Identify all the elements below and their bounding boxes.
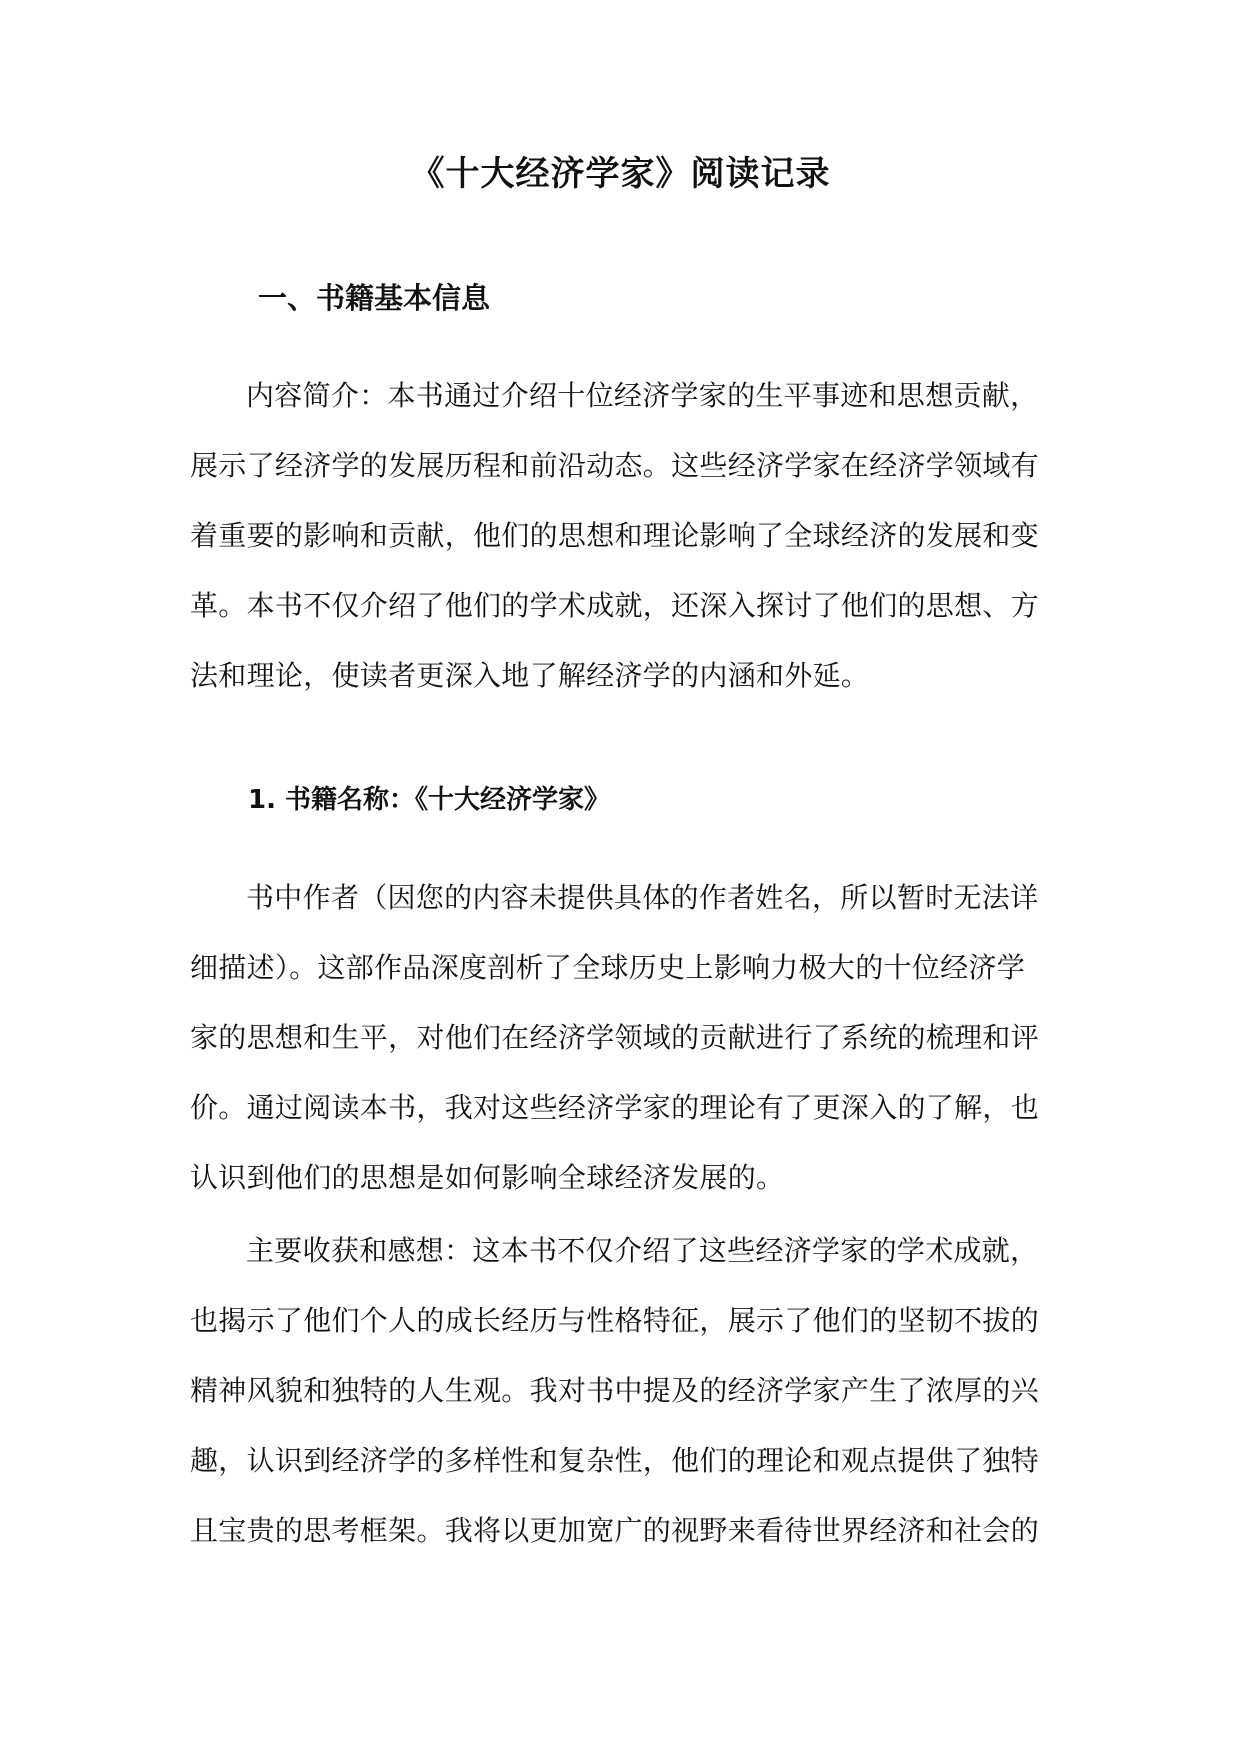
document-title: 《十大经济学家》阅读记录 [410,154,831,194]
text-line: 革。本书不仅介绍了他们的学术成就，还深入探讨了他们的思想、方 [190,589,1040,622]
text-line: 法和理论，使读者更深入地了解经济学的内涵和外延。 [190,659,870,692]
text-line: 细描述）。这部作品深度剖析了全球历史上影响力极大的十位经济学 [190,951,1026,984]
text-line: 且宝贵的思考框架。我将以更加宽广的视野来看待世界经济和社会的 [190,1514,1040,1547]
text-line: 家的思想和生平，对他们在经济学领域的贡献进行了系统的梳理和评 [190,1021,1040,1054]
section-heading: 一、书籍基本信息 [258,281,491,315]
text-line: 也揭示了他们个人的成长经历与性格特征，展示了他们的坚韧不拔的 [190,1304,1040,1337]
text-line: 认识到他们的思想是如何影响全球经济发展的。 [190,1161,785,1194]
paragraph-takeaways [190,1216,1060,1566]
text-line: 内容简介：本书通过介绍十位经济学家的生平事迹和思想贡献， [246,379,1039,412]
paragraph-intro [190,361,1060,711]
subheading-book-name: 1. 书籍名称：《十大经济学家》 [248,785,611,815]
text-line: 书中作者（因您的内容未提供具体的作者姓名，所以暂时无法详 [246,881,1039,914]
text-line: 价。通过阅读本书，我对这些经济学家的理论有了更深入的了解，也 [190,1091,1040,1124]
text-line: 主要收获和感想：这本书不仅介绍了这些经济学家的学术成就， [246,1234,1039,1267]
text-line: 着重要的影响和贡献，他们的思想和理论影响了全球经济的发展和变 [190,519,1040,552]
text-line: 精神风貌和独特的人生观。我对书中提及的经济学家产生了浓厚的兴 [190,1374,1040,1407]
text-line: 趣，认识到经济学的多样性和复杂性，他们的理论和观点提供了独特 [190,1444,1040,1477]
text-line: 展示了经济学的发展历程和前沿动态。这些经济学家在经济学领域有 [190,449,1040,482]
paragraph-author [190,863,1060,1213]
